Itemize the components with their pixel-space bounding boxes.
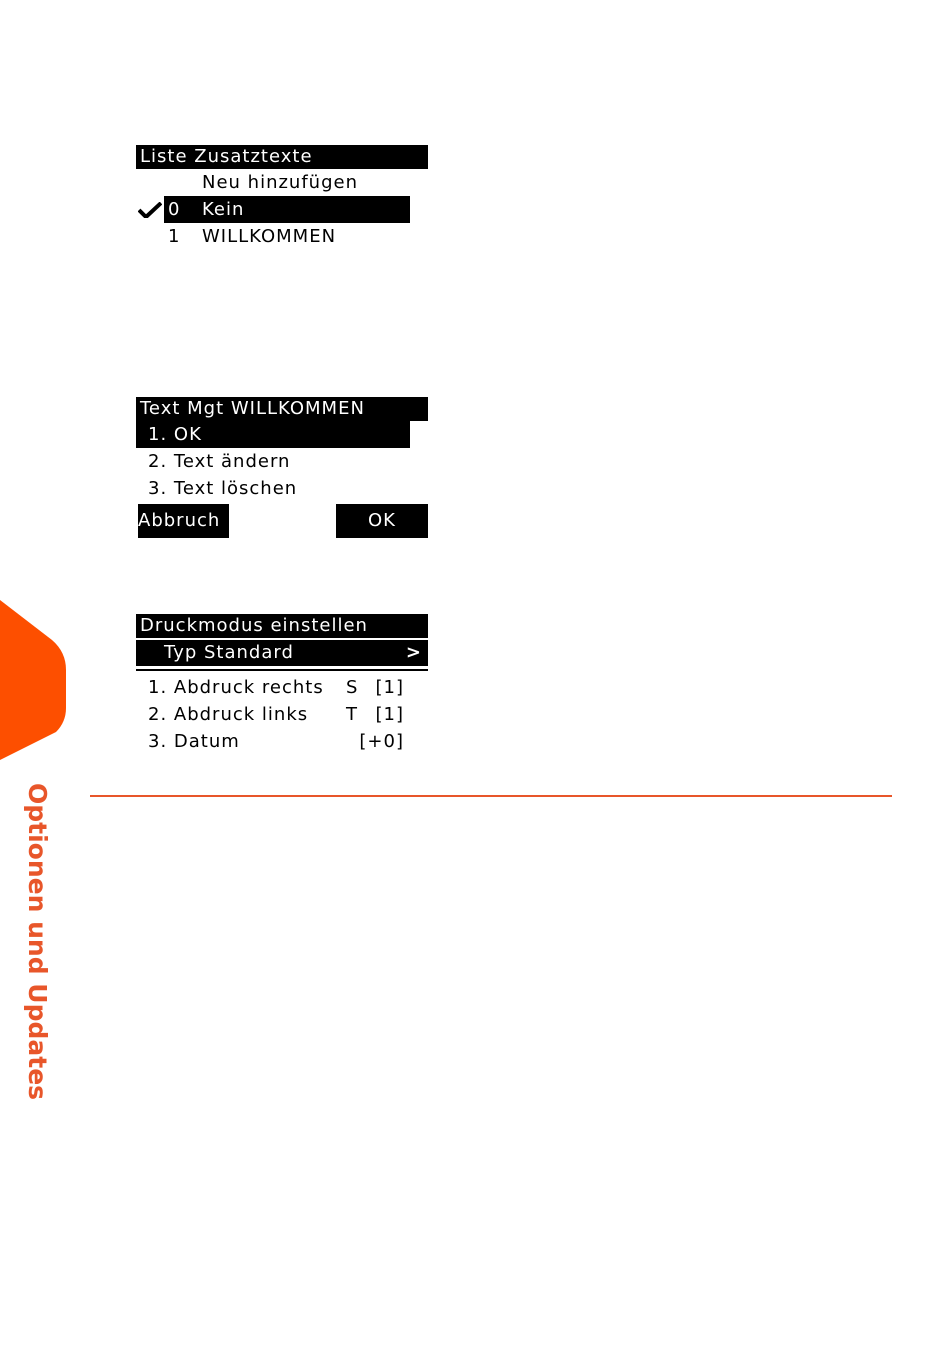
item-number: 1 (168, 226, 181, 247)
cancel-button[interactable]: Abbruch (138, 504, 229, 538)
row-label: 3. Datum (148, 731, 240, 752)
ok-button[interactable]: OK (336, 504, 428, 538)
item-label: Kein (202, 199, 245, 220)
print-mode-row[interactable] (136, 701, 428, 728)
print-mode-row[interactable] (136, 728, 428, 755)
chevron-right-icon: > (405, 642, 422, 663)
print-mode-row[interactable] (136, 674, 428, 701)
checkmark-icon (136, 196, 164, 223)
section-tab-marker (0, 600, 70, 762)
screen-title: Text Mgt WILLKOMMEN (136, 397, 428, 421)
item-number: 0 (168, 199, 181, 220)
softkey-bar (136, 504, 428, 540)
print-mode-screen (136, 614, 428, 755)
screen-title: Liste Zusatztexte (136, 145, 428, 169)
row-code: S (346, 677, 359, 698)
text-item-selected[interactable] (164, 196, 410, 223)
text-mgt-screen (136, 397, 428, 540)
option-edit-text[interactable]: 2. Text ändern (148, 451, 291, 472)
screen-title: Druckmodus einstellen (136, 614, 428, 638)
row-label: 1. Abdruck rechts (148, 677, 324, 698)
add-new-label: Neu hinzufügen (202, 172, 358, 193)
type-selector[interactable] (136, 640, 428, 666)
section-label: Optionen und Updates (23, 783, 52, 1101)
type-label: Typ Standard (164, 642, 294, 663)
row-code: T (346, 704, 358, 725)
row-label: 2. Abdruck links (148, 704, 309, 725)
add-new-item[interactable] (136, 169, 428, 196)
row-value: [1] (375, 677, 404, 698)
option-delete-text[interactable]: 3. Text löschen (148, 478, 298, 499)
text-list-screen (136, 145, 428, 250)
row-value: [+0] (359, 731, 404, 752)
item-label: WILLKOMMEN (202, 226, 337, 247)
section-divider (90, 795, 892, 797)
row-value: [1] (375, 704, 404, 725)
text-item[interactable] (136, 223, 428, 250)
divider (136, 669, 428, 671)
option-ok[interactable]: 1. OK (136, 421, 410, 448)
